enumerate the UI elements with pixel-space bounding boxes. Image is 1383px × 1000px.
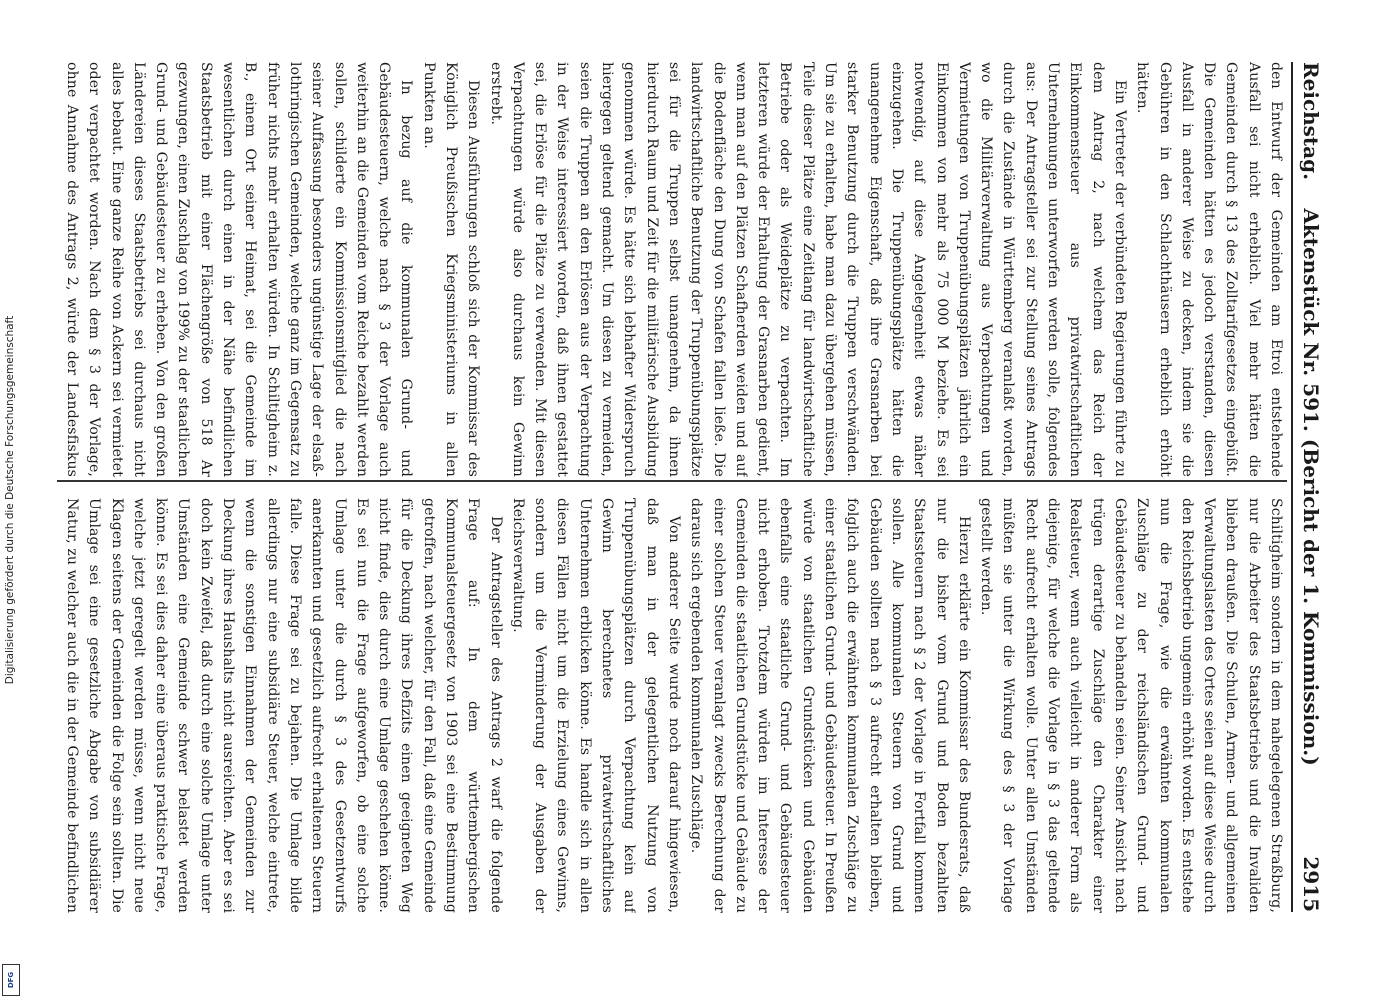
page-header (1291, 62, 1329, 912)
paragraph: Hierzu erklärte ein Kommissar des Bundesrats, daß nur die bisher vom Grund und Boden bezahlten Staatssteuern nach § 2 der Vorlage in Fortfall kommen sollen. Alle kommunalen Steuern von Grund und Gebäuden sollten nach § 3 aufrecht erhalten bleiben, folglich auch die erwähnten kommunalen Zuschläge zu einer staatlichen Grund- und Gebäudesteuer. In Preußen würde von staatlichen Grundstücken und Gebäuden ebenfalls eine staatliche Grund- und Gebäudesteuer nicht erhoben. Trotzdem würden im Interesse der Gemeinden die staatlichen Grundstücke und Gebäude zu einer solchen Steuer veranlagt zwecks Berechnung der daraus sich ergebenden kommunalen Zuschläge. (688, 498, 972, 913)
paragraph: den Entwurf der Gemeinden am Etroi entstehende Ausfall sei nicht erheblich. Viel mehr hätten die Gemeinden durch § 13 des Zolltarifgesetzes eingebüßt. Die Gemeinden hätten es jedoch verstanden, diesen Ausfall in anderer Weise zu decken, indem sie die Gebühren in den Schlachthäusern erheblich erhöht hätten. (1134, 62, 1284, 477)
digitization-note (4, 20, 16, 980)
paragraph: Von anderer Seite wurde noch darauf hingewiesen, daß man in der gelegentlichen Nutzung von Truppenübungsplätzen durch Verpachtung kein auf Gewinn berechnetes privatwirtschaftliches Unternehmen erblicken könne. Es handle sich in allen diesen Fällen nicht um die Erzielung eines Gewinns, sondern um die Verminderung der Ausgaben der Reichsverwaltung. (509, 498, 682, 913)
left-column (57, 62, 1287, 477)
digitization-note-text: Digitalisierung gefördert durch die Deutsche Forschungsgemeinschaft (4, 315, 16, 685)
document-title: Aktenstück Nr. 591. (1299, 208, 1323, 432)
dfg-logo-text: DFG (7, 971, 15, 989)
paragraph: Diesen Ausführungen schloß sich der Kommissar des Königlich Preußischen Kriegsministeriums in allen Punkten an. (420, 62, 482, 477)
paragraph: In bezug auf die kommunalen Grund- und Gebäudesteuern, welche nach § 3 der Vorlage auch weiterhin an die Gemeinden vom Reiche bezahlt werden sollen, schilderte ein Kommissionsmitglied die nach seiner Auffassung besonders ungünstige Lage der elsaß-lothringischen Gemeinden, welche ganz im Gegensatz zu früher nichts mehr erhalten würden. In Schiltigheim z. B., einem Ort seiner Heimat, sei die Gemeinde im wesentlichen durch einen in der Nähe befindlichen Staatsbetrieb mit einer Flächengröße von 518 Ar gezwungen, einen Zuschlag von 199% zu der staatlichen Grund- und Gebäudesteuer zu erheben. Von den großen Ländereien dieses Staatsbetriebs sei durchaus nicht alles bebaut. Eine ganze Reihe von Ackern sei vermietet oder verpachtet worden. Nach dem § 3 der Vorlage, ohne Annahme des Antrags 2, würde der Landesfiskus (63, 62, 415, 477)
header-left: Reichstag. (1299, 62, 1323, 181)
paragraph: Ein Vertreter der verbündeten Regierungen führte zu dem Antrag 2, nach welchem das Reich der Einkommensteuer aus privatwirtschaftlichen Unternehmungen unterworfen werden solle, folgendes aus: Der Antragsteller sei zur Stellung seines Antrags durch die Zustände in Württemberg veranlaßt worden, wo die Militärverwaltung aus Verpachtungen und Vermietungen von Truppenübungsplätzen jährlich ein Einkommen von mehr als 75 000 M beziehe. Es sei notwendig, auf diese Angelegenheit etwas näher einzugehen. Die Truppenübungsplätze hätten die unangenehme Eigenschaft, daß ihre Grasnarben bei starker Benutzung durch die Truppen verschwänden. Um sie zu erhalten, habe man dazu übergehen müssen, Teile dieser Plätze eine Zeitlang für landwirtschaftliche Betriebe oder als Weideplätze zu verpachten. Im letzteren würde der Erhaltung der Grasnarben gedient, wenn man auf den Plätzen Schafherden weiden und auf die Bodenfläche den Dung von Schafen fallen ließe. Die landwirtschaftliche Benutzung der Truppenübungsplätze sei für die Truppen selbst unangenehm, da ihnen hierdurch Raum und Zeit für die militärische Ausbildung genommen würde. Es hätte sich lebhafter Widerspruch hiergegen geltend gemacht. Um diesen zu vermeiden, seien die Truppen an den Erlösen aus der Verpachtung in der Weise interessiert worden, daß ihnen gestattet sei, die Erlöse für die Plätze zu verwenden. Mit diesen Verpachtungen würde also durchaus kein Gewinn erstrebt. (487, 62, 1128, 477)
column-divider (57, 480, 1287, 482)
page-number: 2915 (1299, 856, 1323, 912)
paragraph: Schiltigheim sondern in dem nahegelegenen Straßburg, nur die Arbeiter des Staatsbetriebs und die Invaliden blieben draußen. Die Schulen, Armen- und allgemeinen Verwaltungslasten des Ortes seien auf diese Weise durch den Reichsbetrieb ungemein erhöht worden. Es entstehe nun die Frage, wie die erwähnten kommunalen Zuschläge zu der reichsländischen Grund- und Gebäudesteuer zu behandeln seien. Seiner Ansicht nach trügen derartige Zuschläge den Charakter einer Realsteuer, wenn auch vielleicht in anderer Form als diejenige, für welche die Vorlage in § 3 das geltende Recht aufrecht erhalten wolle. Unter allen Umständen müßten sie unter die Wirkung des § 3 der Vorlage gestellt werden. (978, 498, 1284, 913)
right-column (57, 498, 1287, 913)
dfg-logo (2, 964, 20, 996)
header-center (1299, 62, 1323, 912)
commission-label: (Bericht der 1. Kommission.) (1299, 438, 1323, 766)
paragraph: Der Antragsteller des Antrags 2 warf die folgende Frage auf: In dem württembergischen Kommunalsteuergesetz von 1903 sei eine Bestimmung getroffen, nach welcher, für den Fall, daß eine Gemeinde für die Deckung ihres Defizits einen geeigneten Weg nicht finde, dies durch eine Umlage geschehen könne. Es sei nun die Frage aufgeworfen, ob eine solche Umlage unter die durch § 3 des Gesetzentwurfs anerkannten und gesetzlich aufrecht erhaltenen Steuern falle. Diese Frage sei zu bejahen. Die Umlage bilde allerdings nur eine subsidiäre Steuer, welche eintrete, wenn die sonstigen Einnahmen der Gemeinden zur Deckung ihres Haushalts nicht ausreichten. Aber es sei doch kein Zweifel, daß durch eine solche Umlage unter Umständen eine Gemeinde schwer belastet werden könne. Es sei dies daher eine überaus praktische Frage, welche jetzt geregelt werden müsse, wenn nicht neue Klagen seitens der Gemeinden die Folge sein sollten. Die Umlage sei eine gesetzliche Abgabe von subsidiärer Natur, zu welcher auch die in der Gemeinde befindlichen (63, 498, 504, 913)
